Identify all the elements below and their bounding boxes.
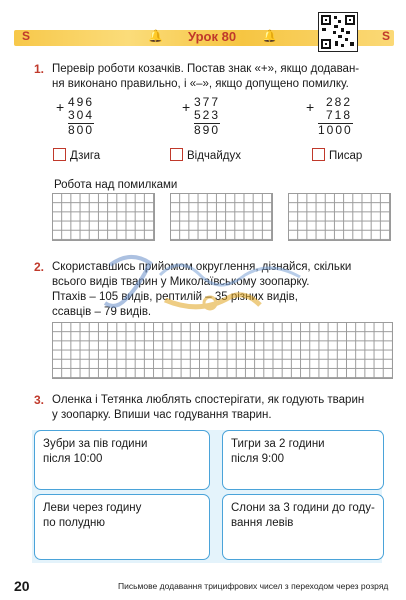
errors-label: Робота над помилками	[54, 179, 178, 191]
task-1-text-line2: ня виконано правильно, і «–», якщо допущено помилку.	[52, 78, 349, 90]
bell-icon: 🔔	[148, 29, 163, 43]
task-2-line2: всього видів тварин у Миколаївському зоопарку.	[52, 276, 310, 288]
card-bison[interactable]	[34, 430, 210, 490]
watermark-icon	[70, 245, 330, 330]
checkbox-label: Писар	[329, 150, 363, 162]
band-left-letter: S	[22, 29, 31, 43]
card-tigers-text	[223, 431, 383, 473]
card-tigers-line1: Тигри за 2 години	[231, 438, 325, 450]
card-lions[interactable]	[34, 494, 210, 560]
card-bison-line2: після 10:00	[43, 453, 103, 465]
sum-1-result: 800	[68, 123, 95, 137]
qr-code-icon[interactable]	[318, 12, 358, 52]
task-2-line4: ссавців – 79 видів.	[52, 306, 152, 318]
sum-2-result: 890	[194, 123, 221, 137]
task-3-line1: Оленка і Тетянка люблять спостерігати, як годують тварин	[52, 394, 365, 406]
sum-1-addend-a: 496	[68, 95, 95, 109]
task-2-line3: Птахів – 105 видів, рептилій – 35 різних видів,	[52, 291, 298, 303]
checkbox-vidchaiduh[interactable]	[170, 146, 241, 164]
checkbox-pysar[interactable]	[312, 146, 362, 164]
plus-sign: +	[306, 99, 317, 115]
checkbox-label: Дзига	[70, 150, 101, 162]
checkbox-box[interactable]	[53, 148, 66, 161]
task-1-number: 1.	[34, 62, 45, 76]
sum-2	[182, 95, 221, 137]
sum-3-addend-b: 718	[326, 108, 353, 122]
error-grid-2[interactable]	[170, 193, 273, 241]
checkbox-dzyha[interactable]	[53, 146, 100, 164]
error-grid-3[interactable]	[288, 193, 391, 241]
footer-topic: Письмове додавання трицифрових чисел з переходом через розряд	[118, 581, 389, 591]
card-elephants[interactable]	[222, 494, 384, 560]
card-bison-text	[35, 431, 209, 473]
card-lions-line1: Леви через годину	[43, 502, 142, 514]
sum-1	[56, 95, 95, 137]
task-3-number: 3.	[34, 393, 45, 407]
checkbox-box[interactable]	[170, 148, 183, 161]
task-1-text	[52, 62, 402, 92]
page-number: 20	[14, 578, 30, 594]
sum-3-addend-a: 282	[326, 95, 353, 109]
band-right-letter: S	[382, 29, 391, 43]
task-2-line1: Скориставшись прийомом округлення, дізнайся, скільки	[52, 261, 352, 273]
card-lions-text	[35, 495, 209, 537]
bell-icon-right: 🔔	[262, 29, 277, 43]
card-tigers-line2: після 9:00	[231, 453, 285, 465]
sum-3-result: 1000	[318, 123, 353, 137]
checkbox-label: Відчайдух	[187, 150, 241, 162]
sum-2-addend-a: 377	[194, 95, 221, 109]
plus-sign: +	[182, 99, 193, 115]
plus-sign: +	[56, 99, 67, 115]
task-3-text	[52, 393, 402, 423]
task-2-answer-grid[interactable]	[52, 322, 393, 379]
sum-1-addend-b: 304	[68, 108, 95, 122]
error-grid-1[interactable]	[52, 193, 155, 241]
task-1-text-line1: Перевір роботи козачків. Постав знак «+», якщо додаван-	[52, 63, 360, 75]
card-lions-line2: по полудню	[43, 517, 105, 529]
checkbox-box[interactable]	[312, 148, 325, 161]
card-tigers[interactable]	[222, 430, 384, 490]
sum-3	[306, 95, 353, 137]
lesson-title: Урок 80	[188, 29, 237, 44]
card-elephants-text	[223, 495, 383, 537]
card-bison-line1: Зубри за пів години	[43, 438, 148, 450]
task-3-line2: у зоопарку. Впиши час годування тварин.	[52, 409, 272, 421]
card-elephants-line2: вання левів	[231, 517, 294, 529]
sum-2-addend-b: 523	[194, 108, 221, 122]
card-elephants-line1: Слони за 3 години до году-	[231, 502, 375, 514]
task-2-number: 2.	[34, 260, 45, 274]
